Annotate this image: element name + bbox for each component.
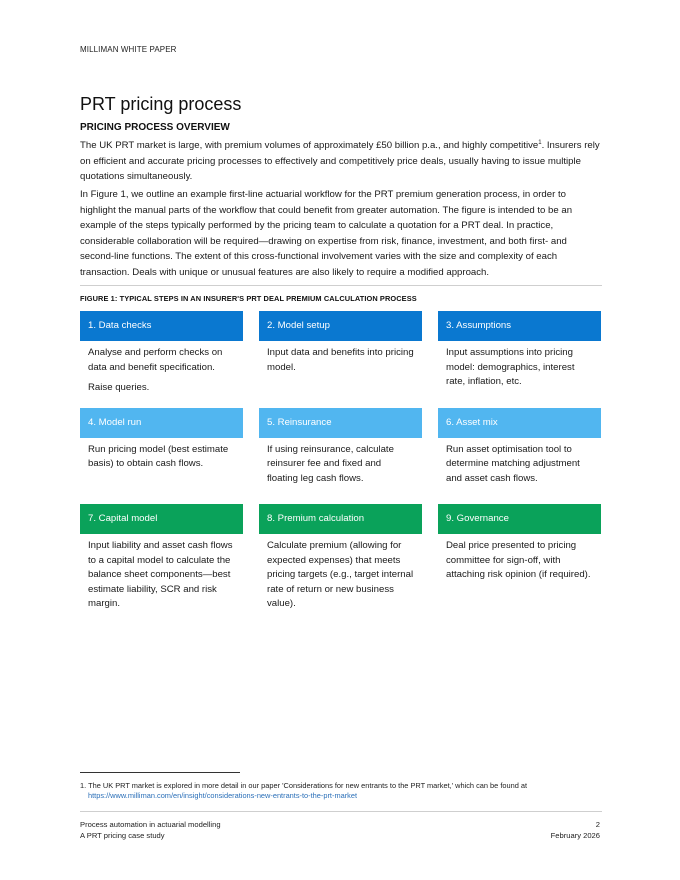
step-text: Input assumptions into pricing model: demographics, interest rate, inflation, etc. <box>446 347 575 388</box>
step-description <box>438 341 601 390</box>
footer-divider <box>80 811 602 812</box>
footnote-link[interactable]: https://www.milliman.com/en/insight/considerations-new-entrants-to-the-prt-market <box>88 791 358 800</box>
footer-right <box>551 820 600 841</box>
process-steps-grid <box>80 311 601 610</box>
step-text: Run asset optimisation tool to determine matching adjustment and asset cash flows. <box>446 443 580 484</box>
intro-text-b: . Insurers rely on efficient and accurate pricing processes to effectively and competitively price deals, usually having to issue multiple quotations simultaneously. <box>80 140 600 182</box>
header-label: MILLIMAN WHITE PAPER <box>80 45 177 54</box>
figure-intro-paragraph: In Figure 1, we outline an example first-line actuarial workflow for the PRT premium generation process, in order to highlight the manual parts of the workflow that could benefit from greater automation. The figure is intended to be an example of the steps typically performed by the pricing team to calculate a quotation for a PRT deal. In practice, considerable collaboration will be required—drawing on expertise from risk, finance, investment, and both first- and second-line functions. The extent of this cross-functional involvement varies with the size and complexity of each transaction. Deals with unique or unusual features are also likely to require a modified approach. <box>80 189 573 278</box>
step-card-reinsurance <box>259 408 422 505</box>
page-title: PRT pricing process <box>80 94 242 114</box>
section-subheading: PRICING PROCESS OVERVIEW <box>80 122 230 133</box>
step-description <box>80 438 243 472</box>
step-text: Analyse and perform checks on data and benefit specification. <box>88 347 223 373</box>
footnote-text: 1. The UK PRT market is explored in more detail in our paper 'Considerations for new entrants to the PRT market,' which can be found at <box>80 781 528 790</box>
step-card-asset-mix <box>438 408 601 505</box>
step-header: 1. Data checks <box>80 311 243 341</box>
step-text: Run pricing model (best estimate basis) to obtain cash flows. <box>88 443 229 470</box>
footnote <box>80 781 602 801</box>
step-text: Input liability and asset cash flows to a capital model to calculate the balance sheet components—best estimate liability, SCR and risk margin. <box>88 540 233 610</box>
step-description <box>438 534 601 583</box>
step-card-capital-model <box>80 504 243 610</box>
step-card-model-setup <box>259 311 422 408</box>
steps-row-2 <box>80 408 601 505</box>
footnote-divider <box>80 772 240 773</box>
footer-left <box>80 820 221 841</box>
step-description <box>259 341 422 375</box>
footer-document-subtitle: A PRT pricing case study <box>80 830 165 840</box>
step-text: If using reinsurance, calculate reinsurer fee and fixed and floating leg cash flows. <box>267 443 394 484</box>
step-description <box>259 438 422 487</box>
page-number: 2 <box>595 820 600 829</box>
step-header: 3. Assumptions <box>438 311 601 341</box>
step-header: 6. Asset mix <box>438 408 601 438</box>
step-description <box>438 438 601 487</box>
step-header: 4. Model run <box>80 408 243 438</box>
step-card-model-run <box>80 408 243 505</box>
intro-paragraph <box>80 138 602 185</box>
step-text: Deal price presented to pricing committee for sign-off, with attaching risk opinion (if required). <box>446 540 591 581</box>
step-card-data-checks <box>80 311 243 408</box>
publication-date: February 2026 <box>550 830 600 840</box>
step-card-governance <box>438 504 601 601</box>
step-text-extra: Raise queries. <box>88 382 150 394</box>
step-description <box>80 534 243 612</box>
intro-text-a: The UK PRT market is large, with premium volumes of approximately £50 billion p.a., and highly competitive <box>80 140 539 151</box>
steps-row-3 <box>80 504 601 610</box>
step-header: 7. Capital model <box>80 504 243 534</box>
step-header: 2. Model setup <box>259 311 422 341</box>
steps-row-1 <box>80 311 601 408</box>
step-card-assumptions <box>438 311 601 408</box>
step-header: 9. Governance <box>438 504 601 534</box>
step-description <box>259 534 422 612</box>
step-text: Input data and benefits into pricing model. <box>267 347 414 373</box>
step-header: 8. Premium calculation <box>259 504 422 534</box>
step-description <box>80 341 243 396</box>
figure-title: FIGURE 1: TYPICAL STEPS IN AN INSURER'S PRT DEAL PREMIUM CALCULATION PROCESS <box>80 294 417 303</box>
step-text: Calculate premium (allowing for expected expenses) that meets pricing targets (e.g., target internal rate of return or new business value). <box>267 540 414 610</box>
step-card-premium-calculation <box>259 504 422 610</box>
footer-document-title: Process automation in actuarial modelling <box>80 820 221 829</box>
footnote-ref[interactable]: 1 <box>538 139 542 146</box>
section-divider <box>80 285 602 286</box>
step-header: 5. Reinsurance <box>259 408 422 438</box>
